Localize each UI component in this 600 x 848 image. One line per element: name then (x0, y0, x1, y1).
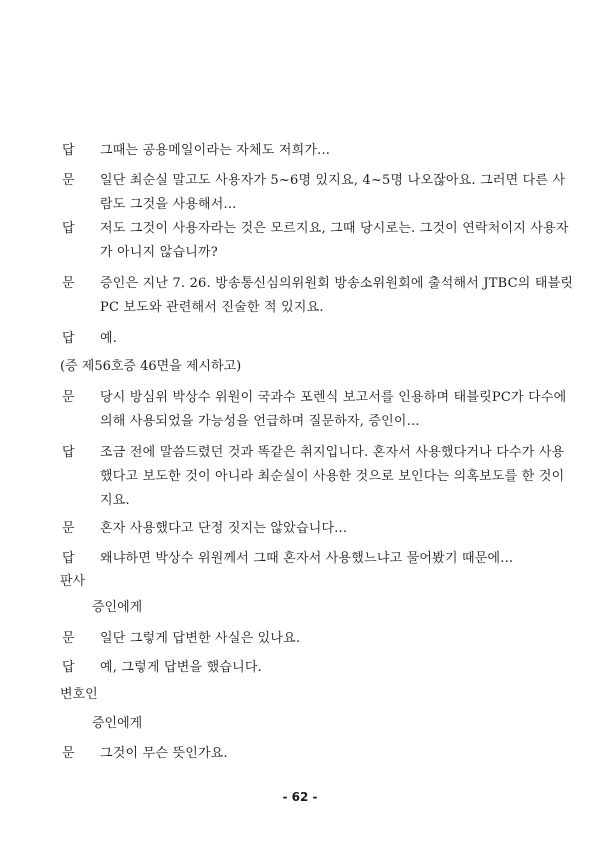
speaker-label: 문 (62, 390, 75, 405)
line: 조금 전에 말씀드렸던 것과 똑같은 취지입니다. 혼자서 사용했다거나 다수가 사용 (100, 445, 565, 460)
note-text: (증 제56호증 46면을 제시하고) (60, 359, 242, 374)
speaker-label: 문 (62, 276, 75, 291)
line: 일단 최순실 말고도 사용자가 5~6명 있지요, 4~5명 나오잖아요. 그러면 다른 사 (100, 173, 566, 188)
speaker-label: 문 (62, 173, 75, 188)
addressee-text: 증인에게 (92, 600, 143, 615)
speaker-label: 답 (62, 445, 75, 460)
line: 의해 사용되었을 가능성을 언급하며 질문하자, 증인이... (100, 414, 420, 429)
line: 가 아니지 않습니까? (100, 245, 218, 260)
page-number: - 62 - (282, 790, 318, 804)
line: 당시 방심위 박상수 위원이 국과수 포렌식 보고서를 인용하며 태블릿PC가 다수에 (100, 390, 567, 405)
line: 예. (100, 331, 118, 346)
speaker-label: 답 (62, 221, 75, 236)
speaker-label: 문 (62, 746, 75, 761)
line: 예, 그렇게 답변을 했습니다. (100, 660, 262, 675)
speaker-label: 답 (62, 660, 75, 675)
line: 그때는 공용메일이라는 자체도 저희가... (100, 143, 331, 158)
line: 했다고 보도한 것이 아니라 최순실이 사용한 것으로 보인다는 의혹보도를 한 것이 (100, 469, 565, 484)
line: 일단 그렇게 답변한 사실은 있나요. (100, 631, 301, 646)
line: 람도 그것을 사용해서... (100, 197, 237, 212)
speaker-label: 문 (62, 521, 75, 536)
speaker-label: 문 (62, 631, 75, 646)
speaker-label: 답 (62, 551, 75, 566)
line: 혼자 사용했다고 단정 짓지는 않았습니다... (100, 521, 348, 536)
speaker-label: 답 (62, 331, 75, 346)
line: 증인은 지난 7. 26. 방송통신심의위원회 방송소위원회에 출석해서 JTBC의 태블릿 (100, 276, 574, 291)
line: PC 보도와 관련해서 진술한 적 있지요. (100, 300, 324, 315)
speaker-label: 답 (62, 143, 75, 158)
addressee-text: 증인에게 (92, 716, 143, 731)
line: 저도 그것이 사용자라는 것은 모르지요, 그때 당시로는. 그것이 연락처이지 사용자 (100, 221, 569, 236)
heading-text: 변호인 (60, 687, 98, 702)
line: 왜냐하면 박상수 위원께서 그때 혼자서 사용했느냐고 물어봤기 때문에... (100, 551, 514, 566)
heading-text: 판사 (60, 574, 86, 589)
line: 지요. (100, 493, 130, 508)
line: 그것이 무슨 뜻인가요. (100, 746, 228, 761)
